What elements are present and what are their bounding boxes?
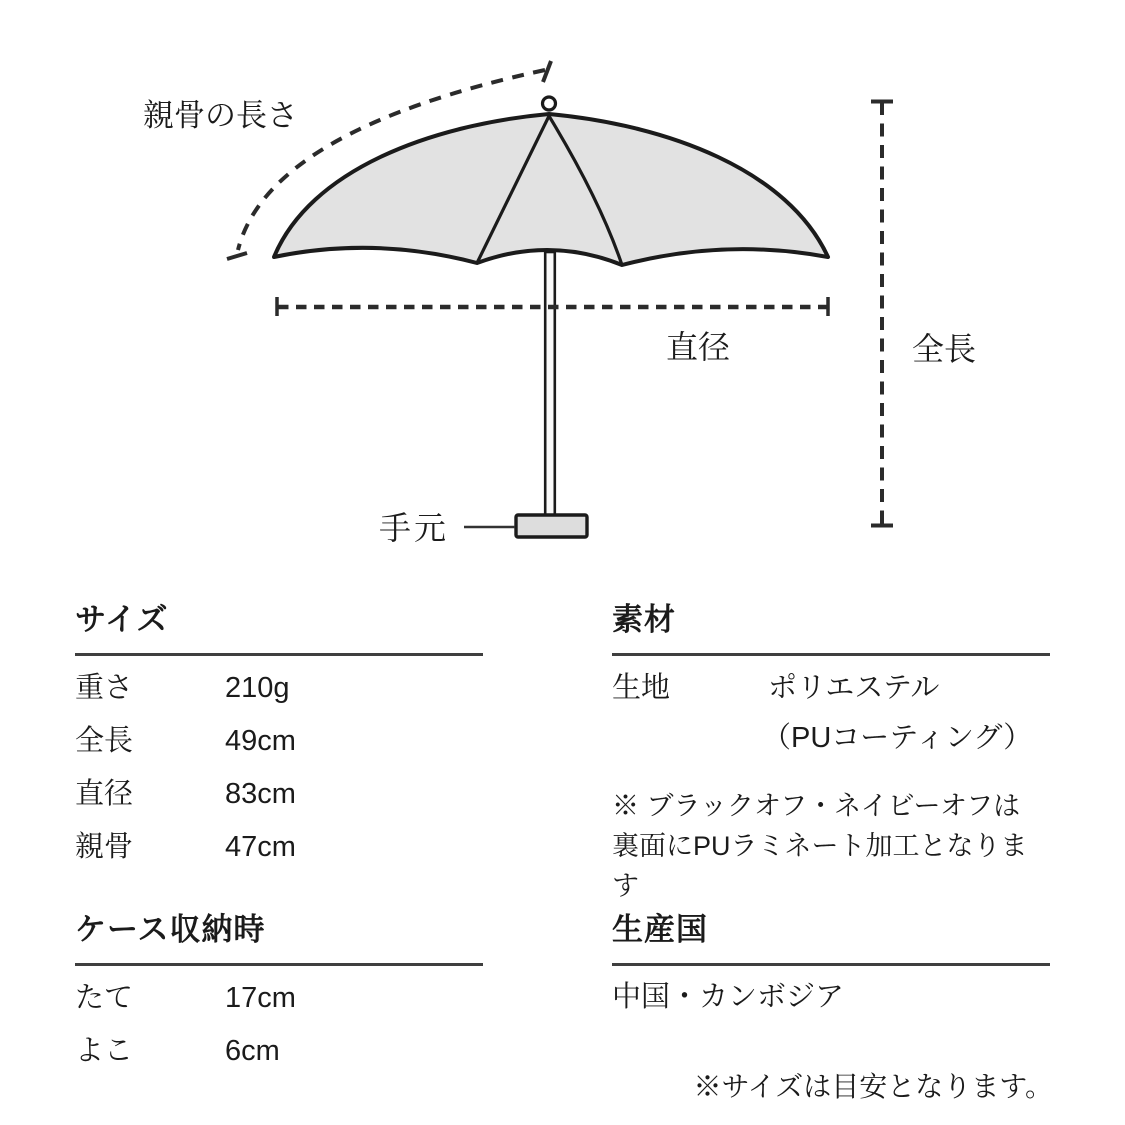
- umbrella-top-knob: [543, 97, 556, 110]
- table-row: [75, 715, 483, 768]
- table-row: [75, 768, 483, 821]
- fabric-value-line2: （PUコーティング）: [762, 722, 1033, 754]
- row-label: 全長: [75, 725, 134, 757]
- size-section: [75, 601, 483, 874]
- diameter-label: 直径: [666, 329, 731, 365]
- size-disclaimer-footnote: ※サイズは目安となります。: [693, 1071, 1053, 1102]
- country-value: 中国・カンボジア: [612, 981, 845, 1013]
- country-heading-rule: [612, 963, 1050, 966]
- row-value: 47cm: [225, 831, 296, 863]
- size-heading: サイズ: [75, 602, 169, 637]
- row-label: 親骨: [75, 831, 134, 863]
- row-value: ポリエステル: [768, 672, 940, 704]
- rib-length-arc-bottom-tick: [227, 253, 247, 259]
- umbrella-handle: [516, 515, 587, 537]
- handle-label: 手元: [379, 510, 450, 546]
- row-value: 17cm: [225, 982, 296, 1014]
- row-label: たて: [75, 982, 134, 1014]
- country-heading: 生産国: [612, 912, 708, 947]
- material-note-line2: 裏面にPUラミネート加工となります: [612, 831, 1028, 901]
- case-storage-heading: ケース収納時: [75, 912, 266, 947]
- table-row: [75, 662, 483, 715]
- material-rows: [612, 662, 1050, 762]
- total-length-label: 全長: [912, 331, 977, 367]
- umbrella-canopy: [274, 114, 828, 265]
- table-row: [75, 821, 483, 874]
- row-value: 6cm: [225, 1035, 280, 1067]
- table-row: [75, 972, 483, 1025]
- size-heading-rule: [75, 653, 483, 656]
- table-row: [75, 1025, 483, 1078]
- umbrella-shaft: [545, 252, 555, 516]
- case-storage-rows: [75, 972, 483, 1078]
- case-storage-section: [75, 911, 483, 1078]
- row-label: よこ: [75, 1035, 134, 1067]
- material-section: [612, 601, 1050, 906]
- row-value: 49cm: [225, 725, 296, 757]
- row-value: 83cm: [225, 778, 296, 810]
- country-section: [612, 911, 1050, 1022]
- material-heading-rule: [612, 653, 1050, 656]
- row-label: 生地: [612, 672, 671, 704]
- row-value: 210g: [225, 672, 290, 704]
- row-label: 重さ: [75, 672, 134, 704]
- material-note: [612, 786, 1050, 906]
- case-storage-heading-rule: [75, 963, 483, 966]
- table-row: [612, 662, 1050, 715]
- rib-length-label: 親骨の長さ: [143, 98, 298, 133]
- material-heading: 素材: [612, 602, 676, 637]
- material-note-line1: ※ ブラックオフ・ネイビーオフは: [612, 791, 1021, 821]
- size-rows: [75, 662, 483, 874]
- row-label: 直径: [75, 778, 134, 810]
